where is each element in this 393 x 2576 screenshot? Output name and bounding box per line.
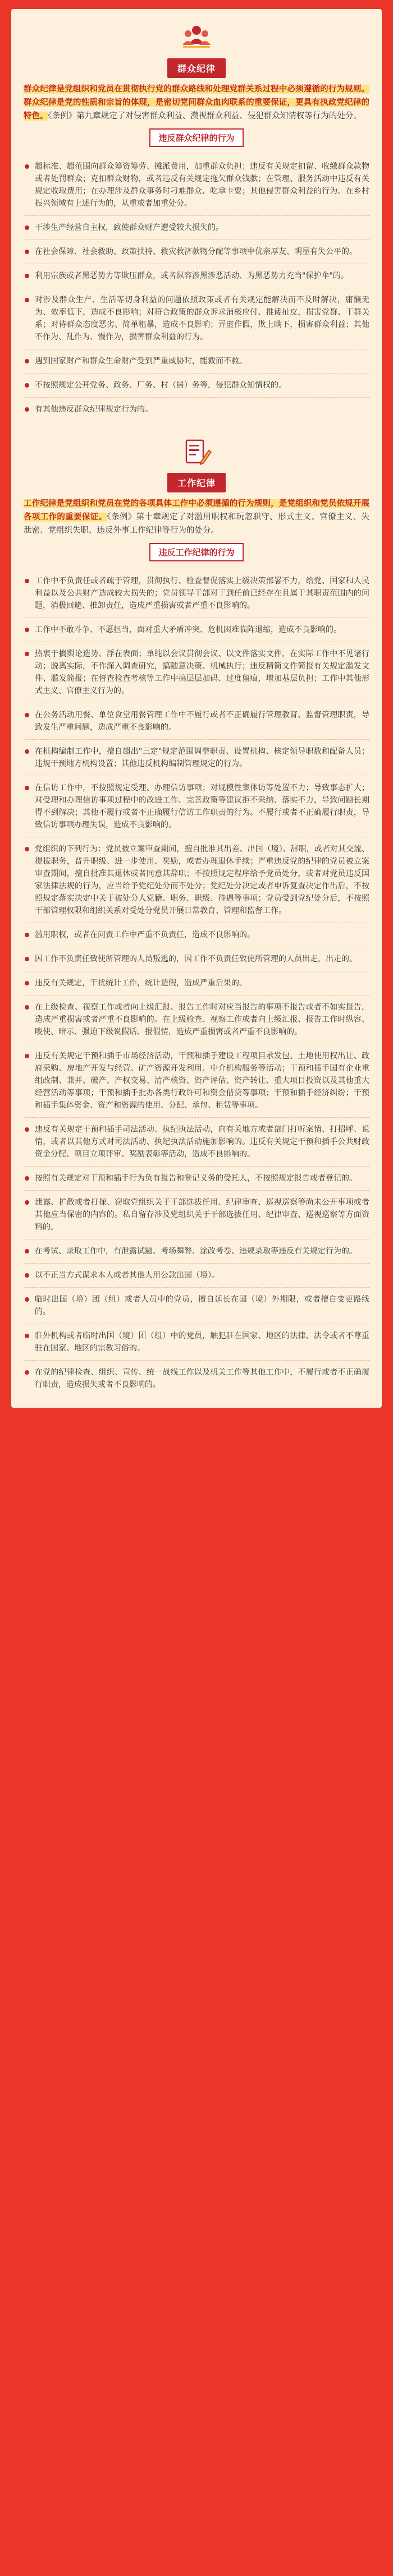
bullet-icon [25,1273,29,1278]
list-item: 工作中不负责任或者疏于管理，贯彻执行、检查督促落实上级决策部署不力，给党、国家和人民利益以及公共财产造成较大损失的；党员领导干部对于到任前已经存在且属于其职责范围内的问题，消极回避、推卸责任，造成严重损害或者严重不良影响的。 [24,569,369,618]
bullet-icon [25,225,29,230]
bullet-icon [25,1297,29,1302]
section-intro [24,497,369,537]
list-item: 违反有关规定干预和插手市场经济活动，干预和插手建设工程项目承发包、土地使用权出让、政府采购、房地产开发与经营、矿产资源开发利用、中介机构服务等活动；干预和插手国有企业重组改制、兼并、破产、产权交易、清产核资、资产评估、资产转让、重大项目投资以及其他重大经营活动等事项；干预和插手批办各类行政许可和资金借贷等事项；干预和插手经济纠纷；干预和插手集体资金、资产和资源的使用、分配、承包、租赁等事项。 [24,1044,369,1118]
bullet-icon [25,652,29,656]
list-item: 泄露、扩散或者打探、窃取党组织关于干部选拔任用、纪律审查、巡视巡察等尚未公开事项或者其他应当保密的内容的。私自留存涉及党组织关于干部选拔任用、纪律审查、巡视巡察等方面资料的。 [24,1191,369,1239]
bullet-icon [25,274,29,278]
bullet-icon [25,933,29,937]
bullet-icon [25,1176,29,1181]
bullet-icon [25,1249,29,1254]
list-item: 在机构编制工作中，擅自超出"三定"规定范围调整职责、设置机构、核定领导职数和配备人员；违规干预地方机构设置；其他违反机构编制管理规定的行为。 [24,740,369,776]
list-item: 在上级检查、视察工作或者向上级汇报、报告工作时对应当报告的事项不报告或者不如实报告，造成严重损害或者严重不良影响的。在上级检查、视察工作或者向上级汇报、报告工作时纵容、唆使、暗示、强迫下级说假话、报假情，造成严重损害或者严重不良影响的。 [24,996,369,1044]
section-work-discipline [24,436,369,1397]
list-item: 热衷于搞舆论造势、浮在表面；单纯以会议贯彻会议、以文件落实文件，在实际工作中不见诸行动；脱离实际，不作深入调查研究，搞随意决策、机械执行；违反精简文件简报有关规定滥发文件、滥发简报；在督查检查考核等工作中搞层层加码、过度留痕，增加基层负担；工作中其他形式主义、官僚主义行为的。 [24,642,369,703]
bullet-icon [25,383,29,388]
bullet-icon [25,298,29,302]
bullet-icon [25,579,29,583]
list-item: 驻外机构或者临时出国（境）团（组）中的党员，触犯驻在国家、地区的法律、法令或者不尊重驻在国家、地区的宗教习俗的。 [24,1324,369,1361]
list-item: 有其他违反群众纪律规定行为的。 [24,398,369,421]
list-item: 滥用职权，或者在问责工作中严重不负责任，造成不良影响的。 [24,923,369,947]
section-title: 工作纪律 [167,473,226,492]
bullet-icon [25,628,29,632]
subsection-title: 违反群众纪律的行为 [149,128,243,147]
bullet-icon [25,786,29,790]
intro-text: 《条例》第十章规定了对滥用职权和玩忽职守、形式主义、官僚主义、失泄密、党组织失职、违反外事工作纪律等行为的处分。 [24,513,370,535]
section-intro [24,82,369,123]
list-item: 党组织的下列行为：党员被立案审查期间，擅自批准其出差、出国（境）、辞职，或者对其交流、提拔职务，晋升职级、进一步使用、奖励，或者办理退休手续；严重违反党的纪律的党员被立案审查期间，擅自批准其退休或者同意其辞职；不按照规定程序给予党员处分，或者对党员违反国家法律法规的行为，应当给予党纪处分而不处分；党纪处分决定或者申诉复查决定作出后，不按照规定落实决定中关于被处分人党籍、职务、职级、待遇等事项；党员受到党纪处分后，不按照干部管理权限和组织关系对受处分党员开展日常教育、管理和监督工作。 [24,837,369,923]
section-title: 群众纪律 [167,58,226,78]
bullet-icon [25,749,29,754]
list-item: 违反有关规定，干扰统计工作，统计造假，造成严重后果的。 [24,971,369,996]
intro-text: 《条例》第九章规定了对侵害群众利益、漠视群众利益、侵犯群众知情权等行为的处分。 [48,112,362,121]
bullet-icon [25,1334,29,1338]
list-item: 在信访工作中，不按照规定受理、办理信访事项；对规模性集体访等处置不力；导致事态扩大；对受理和办理信访事项过程中的改进工作、完善政策等建议拒不采纳、落实不力，导致问题长期得不到解决；其他不履行或者不正确履行信访工作职责的行为。不履行或者不正确履行职责，导致信访事项办理失误，造成不良影响的。 [24,776,369,837]
list-item: 不按照规定公开党务、政务、厂务、村（居）务等，侵犯群众知情权的。 [24,374,369,398]
bullet-icon [25,407,29,412]
list-item: 在考试、录取工作中，有泄露试题、考场舞弊、涂改考卷、违规录取等违反有关规定行为的。 [24,1239,369,1264]
bullet-icon [25,1127,29,1132]
list-item: 以不正当方式谋求本人或者其他人用公款出国（境）。 [24,1264,369,1288]
section-divider [24,421,369,434]
list-item: 对涉及群众生产、生活等切身利益的问题依照政策或者有关规定能解决而不及时解决，庸懒无为、效率低下，造成不良影响；对符合政策的群众诉求消极应付、推诿扯皮，损害党群、干群关系；对待群众态度恶劣、简单粗暴，造成不良影响；弄虚作假，欺上瞒下，损害群众利益；其他不作为、乱作为、慢作为，损害群众利益的行为。 [24,288,369,349]
section-mass-discipline [24,21,369,421]
list-item: 在社会保障、社会救助、政策扶持、救灾救济款物分配等事项中优亲厚友、明显有失公平的。 [24,240,369,264]
list-item: 遇到国家财产和群众生命财产受到严重威胁时，能救而不救。 [24,349,369,374]
intro-highlight: 工作纪律是党组织和党员在党的各项具体工作中必须遵循的行为规则，是党组织和党员依规开展各项工作的重要保证。 [24,499,369,522]
crowd-icon [180,21,213,55]
violation-list [24,569,369,1397]
bullet-icon [25,250,29,254]
list-item: 因工作不负责任致使所管理的人员叛逃的，因工作不负责任致使所管理的人员出走，出走的。 [24,947,369,971]
bullet-icon [25,957,29,961]
list-item: 违反有关规定干预和插手司法活动、执纪执法活动，向有关地方或者部门打听案情、打招呼、说情，或者以其他方式对司法活动、执纪执法活动施加影响的。违反有关规定干预和插手公共财政资金分配、项目立项评审、奖励表彰等活动，造成不良影响的。 [24,1118,369,1167]
list-item: 利用宗族或者黑恶势力等欺压群众，或者纵容涉黑涉恶活动、为黑恶势力充当"保护伞"的。 [24,264,369,288]
list-item: 在公务活动用餐、单位食堂用餐管理工作中不履行或者不正确履行管理教育、监督管理职责，导致发生严重问题，造成严重不良影响的。 [24,703,369,740]
content-card [11,9,382,1408]
section-header [24,21,369,78]
document-pen-icon [180,436,213,469]
list-item: 按照有关规定对干预和插手行为负有报告和登记义务的受托人，不按照规定报告或者登记的。 [24,1167,369,1191]
bullet-icon [25,981,29,985]
bullet-icon [25,847,29,851]
bullet-icon [25,1054,29,1058]
subsection-title: 违反工作纪律的行为 [149,543,243,561]
list-item: 超标准、超范围向群众筹资筹劳、摊派费用，加重群众负担；违反有关规定扣留、收缴群众款物或者处罚群众；克扣群众财物，或者违反有关规定拖欠群众钱款；在管理、服务活动中违反有关规定收取费用；在办理涉及群众事务时刁难群众、吃拿卡要；其他侵害群众利益的行为。在乡村振兴领域有上述行为的，从重或者加重处分。 [24,155,369,216]
list-item: 工作中不敢斗争、不愿担当，面对重大矛盾冲突、危机困难临阵退缩，造成不良影响的。 [24,618,369,642]
bullet-icon [25,1200,29,1205]
bullet-icon [25,713,29,717]
list-item: 在党的纪律检查、组织、宣传、统一战线工作以及机关工作等其他工作中，不履行或者不正确履行职责，造成损失或者不良影响的。 [24,1361,369,1397]
bullet-icon [25,164,29,169]
intro-highlight: 群众纪律是党组织和党员在贯彻执行党的群众路线和处理党群关系过程中必须遵循的行为规则。群众纪律是党的性质和宗旨的体现，是密切党同群众血肉联系的重要保证，更具有执政党纪律的特色。 [24,85,369,121]
violation-list [24,155,369,421]
bullet-icon [25,1370,29,1375]
list-item: 干涉生产经营自主权，致使群众财产遭受较大损失的。 [24,216,369,240]
bullet-icon [25,359,29,363]
list-item: 临时出国（境）团（组）或者人员中的党员，擅自延长在国（境）外期限，或者擅自变更路线的。 [24,1288,369,1324]
section-header [24,436,369,492]
bullet-icon [25,1005,29,1010]
